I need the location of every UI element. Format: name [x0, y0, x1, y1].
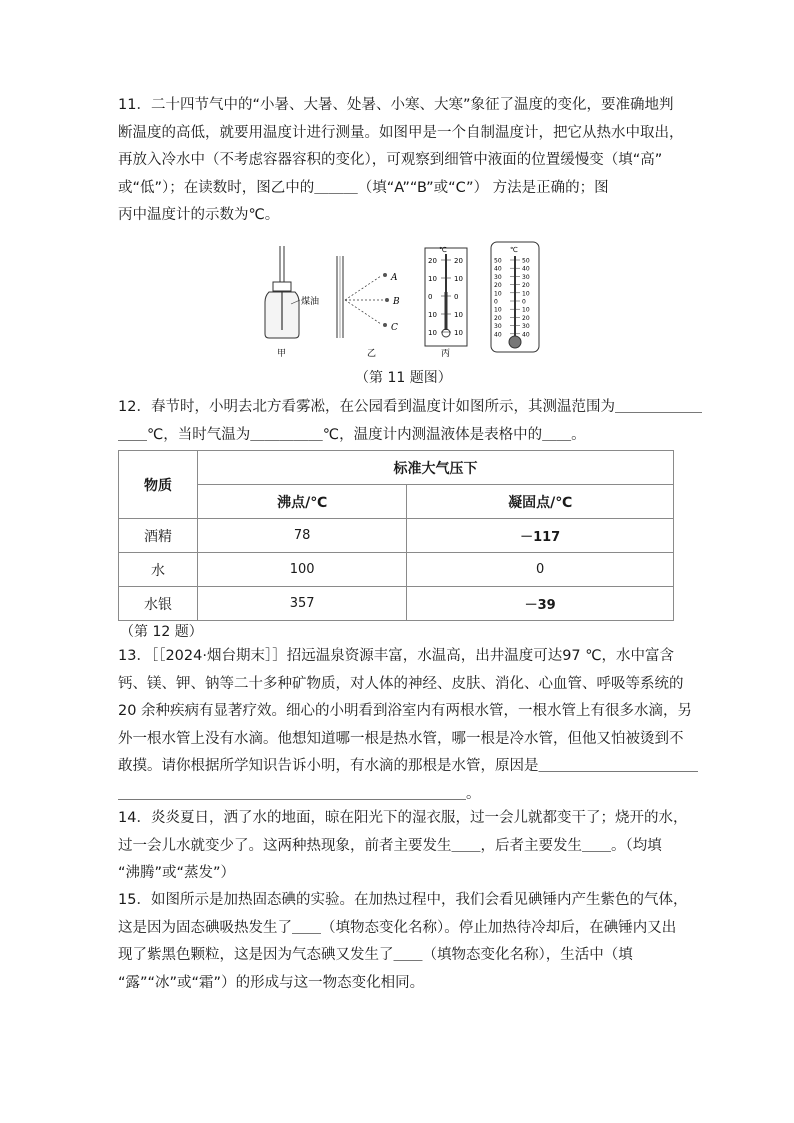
wall-tick-label: 20: [494, 314, 502, 322]
wall-tick-label: 30: [522, 273, 530, 281]
wall-tick-label: 10: [522, 306, 530, 314]
boil-value: 78: [198, 519, 407, 553]
label-a: A: [391, 273, 398, 283]
material-name: 酒精: [119, 519, 198, 553]
wall-tick-label: 10: [494, 290, 502, 298]
q11-line: 再放入冷水中（不考虑容器容积的变化），可观察到细管中液面的位置缓慢变（填“高”: [118, 152, 663, 168]
eye-icon: [383, 323, 387, 327]
reading-angle-diagram: [337, 256, 400, 359]
table-row: [119, 587, 674, 621]
figure-label-bing: 丙: [441, 349, 451, 359]
col-freeze-header: 凝固点/℃: [407, 485, 674, 519]
q15-line: 现了紫黑色颗粒，这是因为气态碘又发生了＿＿（填物态变化名称），生活中（填: [118, 947, 633, 963]
wall-tick-label: 40: [522, 265, 530, 273]
wall-tick-label: 50: [494, 257, 502, 265]
q11-line: 丙中温度计的示数为℃。: [118, 207, 280, 223]
boil-value: 357: [198, 587, 407, 621]
boil-value: 100: [198, 553, 407, 587]
bing-tick-label: 10: [454, 329, 463, 337]
freeze-value: －117: [407, 519, 674, 553]
col-boil-header: 沸点/℃: [198, 485, 407, 519]
q14-line: “沸腾”或“蒸发”）: [118, 865, 236, 881]
wall-unit: ℃: [510, 246, 518, 254]
wall-tick-label: 0: [494, 298, 498, 306]
freeze-value: 0: [407, 553, 674, 587]
q13-line: 外一根水管上没有水滴。他想知道哪一根是热水管，哪一根是冷水管，但他又怕被烫到不: [118, 730, 684, 747]
thermometer-bing: [425, 246, 467, 359]
question-15: [118, 887, 688, 997]
question-13: [118, 643, 698, 808]
q12-line: 12．春节时，小明去北方看雾凇，在公园看到温度计如图所示，其测温范围为＿＿＿＿＿＿: [118, 399, 702, 415]
bing-tick-label: 10: [428, 275, 437, 283]
material-name: 水银: [119, 587, 198, 621]
table-row: [119, 519, 674, 553]
q13-line: 20 余种疾病有显著疗效。细心的小明看到浴室内有两根水管，一根水管上有很多水滴，另: [118, 703, 693, 719]
question-14: [118, 805, 688, 888]
q11-line: 或“低”）；在读数时，图乙中的＿＿＿（填“A”“B”或“C”） 方法是正确的；图: [118, 179, 609, 196]
q13-line: 13．［［2024·烟台期末］］招远温泉资源丰富，水温高，出井温度可达97 ℃，水中富含: [118, 648, 675, 664]
bing-tick-label: 20: [454, 257, 463, 265]
wall-tick-label: 40: [522, 331, 530, 339]
figure-label-yi: 乙: [367, 349, 377, 359]
wall-tick-label: 30: [494, 323, 502, 331]
material-name: 水: [119, 553, 198, 587]
wall-tick-label: 50: [522, 257, 530, 265]
freeze-value: －39: [407, 587, 674, 621]
bing-tick-label: 20: [428, 257, 437, 265]
question-11: [118, 92, 684, 230]
col-material-header: 物质: [119, 451, 198, 519]
bing-tick-label: 10: [454, 275, 463, 283]
q15-line: 这是因为固态碘吸热发生了＿＿（填物态变化名称）。停止加热待冷却后，在碘锤内又出: [118, 919, 677, 936]
wall-tick-label: 0: [522, 298, 526, 306]
thermometer-wall: [491, 242, 539, 352]
label-b: B: [393, 297, 400, 307]
bottle-diagram: [265, 246, 319, 359]
q12-caption: （第 12 题）: [120, 624, 203, 640]
wall-tick-label: 20: [522, 314, 530, 322]
wall-tick-label: 30: [522, 323, 530, 331]
q12-line: ＿＿℃，当时气温为＿＿＿＿＿℃，温度计内测温液体是表格中的＿＿。: [118, 426, 586, 443]
q15-line: 15．如图所示是加热固态碘的实验。在加热过程中，我们会看见碘锤内产生紫色的气体，: [118, 892, 688, 908]
table-row: [119, 553, 674, 587]
q11-caption: （第 11 题图）: [355, 370, 452, 386]
q13-line: 敢摸。请你根据所学知识告诉小明，有水滴的那根是水管，原因是＿＿＿＿＿＿＿＿＿＿＿: [118, 758, 698, 774]
label-c: C: [391, 323, 398, 333]
wall-tick-label: 20: [522, 282, 530, 290]
question-12: [118, 394, 702, 449]
wall-tick-label: 10: [494, 306, 502, 314]
q15-line: “露”“冰”或“霜”）的形成与这一物态变化相同。: [118, 974, 425, 991]
q11-figure: [255, 238, 555, 363]
bing-tick-label: 0: [428, 293, 433, 301]
figure-label-jia: 甲: [277, 349, 287, 359]
col-group-header: 标准大气压下: [198, 451, 674, 485]
material-table: [118, 450, 674, 621]
bing-tick-label: 10: [428, 311, 437, 319]
q13-line: 钙、镁、钾、钠等二十多种矿物质，对人体的神经、皮肤、消化、心血管、呼吸等系统的: [118, 675, 684, 692]
eye-icon: [383, 273, 387, 277]
wall-tick-label: 10: [522, 290, 530, 298]
wall-tick-label: 20: [494, 282, 502, 290]
eye-icon: [385, 298, 389, 302]
bing-tick-label: 10: [454, 311, 463, 319]
wall-tick-label: 40: [494, 331, 502, 339]
bing-tick-label: 0: [454, 293, 459, 301]
bing-tick-label: 10: [428, 329, 437, 337]
q14-line: 过一会儿水就变少了。这两种热现象，前者主要发生＿＿，后者主要发生＿＿。（均填: [118, 837, 662, 854]
wall-tick-label: 40: [494, 265, 502, 273]
q11-line: 11．二十四节气中的“小暑、大暑、处暑、小寒、大寒”象征了温度的变化，要准确地判: [118, 97, 674, 113]
q11-line: 断温度的高低，就要用温度计进行测量。如图甲是一个自制温度计，把它从热水中取出，: [118, 124, 684, 141]
q13-line: ＿＿＿＿＿＿＿＿＿＿＿＿＿＿＿＿＿＿＿＿＿＿＿＿。: [118, 785, 481, 802]
bing-unit: ℃: [439, 246, 447, 254]
wall-tick-label: 30: [494, 273, 502, 281]
q14-line: 14．炎炎夏日，洒了水的地面，晾在阳光下的湿衣服，过一会儿就都变干了；烧开的水，: [118, 810, 688, 826]
kerosene-label: 煤油: [301, 297, 320, 307]
